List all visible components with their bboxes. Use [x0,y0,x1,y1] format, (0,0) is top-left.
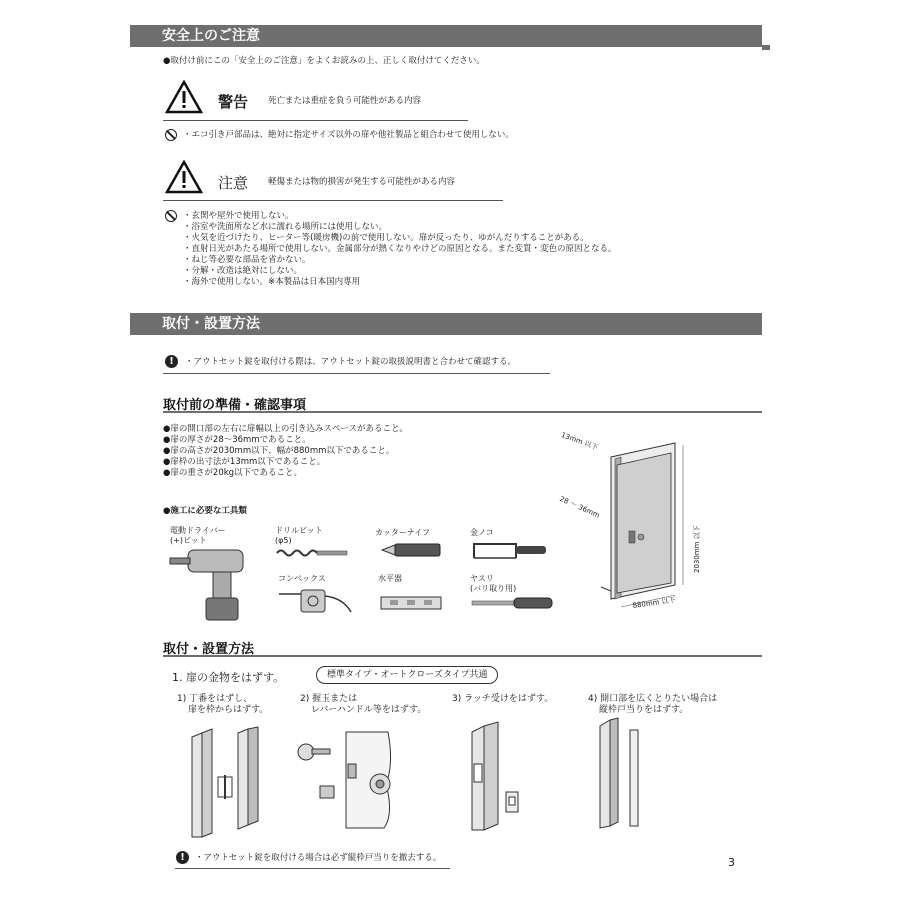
tool-driver-label: 電動ドライバー (+)ビット [170,526,226,545]
dim-width-label: 880mm 以下 [632,595,677,610]
install-note: ・アウトセット錠を取付ける際は、アウトセット錠の取扱説明書と合わせて確認する。 [185,357,516,367]
cutter-knife-icon [380,540,445,560]
caution-list [183,211,617,288]
spirit-level-icon [380,596,442,610]
tool-drill-label: ドリルビット (φ5) [275,526,323,545]
title-bar-tab [762,45,770,50]
steps-rule [163,655,762,657]
install-note-divider [163,373,550,374]
tools-title: ●施工に必要な工具類 [163,506,247,516]
bottom-note: ・アウトセット錠を取付ける場合は必ず縦枠戸当りを撤去する。 [195,853,442,863]
caution-item: ・海外で使用しない。※本製品は日本国内専用 [183,277,361,287]
substep-1-label: 1) 丁番をはずし、 扉を枠からはずす。 [177,694,269,715]
tool-cutter-label: カッターナイフ [375,528,431,537]
warning-desc: 死亡または重症を負う可能性がある内容 [268,96,422,106]
prep-item: ●扉の重さが20kg以下であること。 [163,468,303,478]
substep-3-label: 3) ラッチ受けをはずす。 [452,694,554,704]
caution-desc: 軽傷または物的損害が発生する可能性がある内容 [268,177,456,187]
dim-thickness-label: 28 ～ 36mm [558,494,601,520]
tool-saw-label: 金ノコ [470,528,494,537]
prohibited-icon [165,210,177,222]
door-stop-illustration [596,716,656,831]
prep-item: ●扉の高さが2030mm以下、幅が880mm以下であること。 [163,446,395,456]
tool-measure-label: コンベックス [278,574,326,583]
page-number: 3 [728,856,735,869]
prep-item: ●扉の開口部の左右に扉幅以上の引き込みスペースがあること。 [163,424,408,434]
electric-driver-icon [168,548,258,623]
caution-item: ・分解・改造は絶対にしない。 [183,266,303,276]
warning-item: ・エコ引き戸部品は、絶対に指定サイズ以外の扉や他社製品と組合わせて使用しない。 [183,130,514,140]
warning-label: 警告 [218,93,249,111]
caution-icon [165,160,203,194]
substep-4-label: 4) 開口部を広くとりたい場合は 縦枠戸当りをはずす。 [588,694,718,715]
prep-title: 取付前の準備・確認事項 [163,398,307,413]
dim-height-label: 2030mm 以下 [693,525,701,573]
install-title-bar [130,313,762,335]
steps-title: 取付・設置方法 [163,642,255,657]
substep-2-label: 2) 握玉または レバーハンドル等をはずす。 [300,694,427,715]
prohibited-icon [165,129,177,141]
prep-item: ●扉の厚さが28～36mmであること。 [163,435,311,445]
caution-item: ・火気を近づけたり、ヒーター等(暖房機)の前で使用しない。扉が反ったり、ゆがんだりすることがある。 [183,233,589,243]
file-tool-icon [470,596,555,610]
safety-title-bar [130,25,762,47]
tool-file-label: ヤスリ (バリ取り用) [470,574,517,593]
prep-rule [163,411,762,413]
prep-item: ●扉枠の出寸法が13mm以下であること。 [163,457,326,467]
tool-level-label: 水平器 [378,574,402,583]
tape-measure-icon [275,586,355,616]
prep-list [163,424,408,479]
caution-item: ・ねじ等必要な部品を省かない。 [183,255,311,265]
latch-strike-illustration [468,718,528,833]
bottom-note-divider [175,868,450,869]
caution-divider [163,200,503,201]
dim-frame-label: 13mm 以下 [559,430,600,452]
hinge-removal-illustration [188,725,268,840]
safety-intro: ●取付け前にこの「安全上のご注意」をよくお読みの上、正しく取付けてください。 [163,56,485,66]
caution-label: 注意 [218,174,249,192]
caution-item: ・浴室や洗面所など水に濡れる場所には使用しない。 [183,222,388,232]
step1-title: 1. 扉の金物をはずす。 [172,671,285,684]
caution-item: ・直射日光があたる場所で使用しない。金属部分が熱くなりやけどの原因となる。また変質・変色の原因となる。 [183,244,617,254]
safety-title: 安全上のご注意 [162,28,260,44]
exclamation-icon: ! [176,851,189,864]
knob-removal-illustration [296,724,396,834]
warning-icon [165,80,203,114]
caution-item: ・玄関や屋外で使用しない。 [183,211,294,221]
exclamation-icon: ! [165,355,178,368]
door-dimension-diagram [595,435,705,615]
install-title: 取付・設置方法 [162,316,260,332]
warning-divider [163,120,468,121]
hacksaw-icon [470,540,550,562]
drill-bit-icon [275,546,350,560]
type-badge: 標準タイプ・オートクローズタイプ共通 [316,666,498,684]
